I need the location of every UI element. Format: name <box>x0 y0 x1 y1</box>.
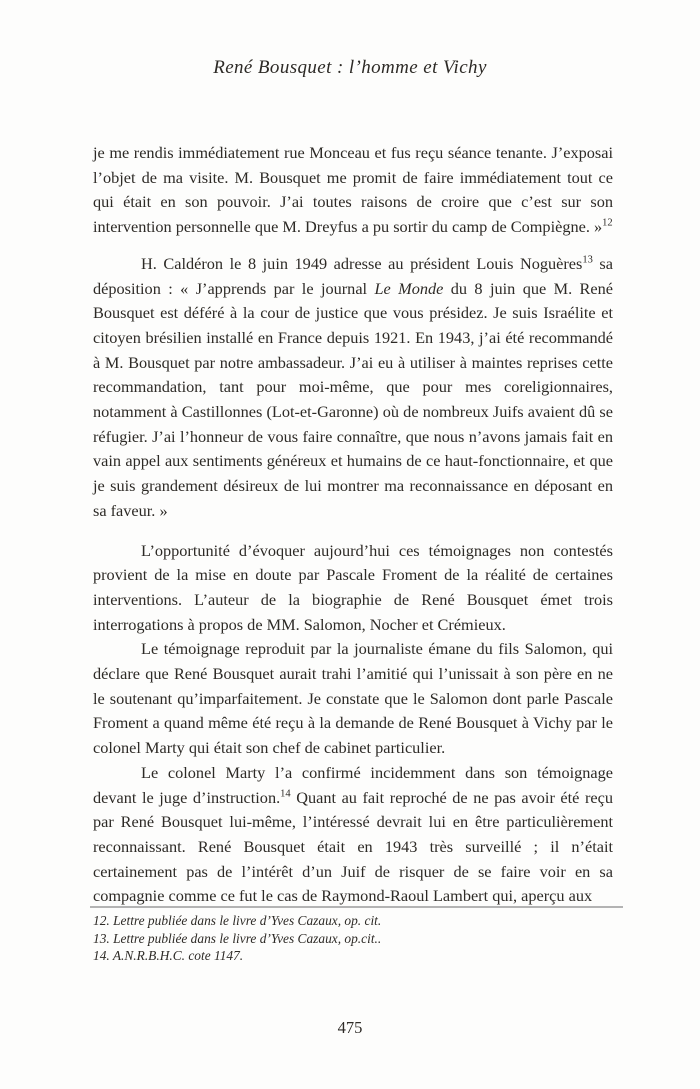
footnote-14: 14. A.N.R.B.H.C. cote 1147. <box>93 948 244 964</box>
page-number: 475 <box>337 1018 363 1037</box>
footnote-ref-12: 12 <box>602 217 613 229</box>
footnote-12: 12. Lettre publiée dans le livre d’Yves Cazaux, op. cit. <box>93 913 382 928</box>
paragraph-calderon-tail: du 8 juin que M. René Bousquet est déféré à la cour de justice que vous présidez. Je suis Israélite et citoyen brésilien installé en France depuis 1921. En 1943, j’ai été recommandé à M. Bousquet par notre ambassadeur. J’ai eu à utiliser à maintes reprises cette recommandation, tant pour moi-même, que pour mes coreligionnaires, notamment à Castillonnes (Lot-et-Garonne) où de nombreux Juifs avaient dû se réfugier. J’ai l’honneur de vous faire connaître, que nous n’avons jamais fait en vain appel aux sentiments généreux et humains de ce haut-fonctionnaire, et que je suis grandement désireux de lui montrer ma reconnaissance en déposant en sa faveur. » <box>93 278 613 520</box>
paragraph-continuation-text: je me rendis immédiatement rue Monceau et fus reçu séance tenante. J’exposai l’objet de ma visite. M. Bousquet me promit de faire immédiatement tout ce qui était en son pouvoir. J’ai toutes raisons de croire que c’est sur son intervention personnelle que M. Dreyfus a pu sortir du camp de Compiègne. » <box>93 143 613 237</box>
footnotes-block <box>93 912 618 965</box>
footnote-ref-13: 13 <box>582 254 593 266</box>
paragraph-colonel-marty-lead: Le colonel Marty l’a confirmé incidemment dans son témoignage devant le juge d’instruction. <box>93 762 613 807</box>
paragraph-continuation <box>93 141 613 240</box>
paragraph-temoignage-text: Le témoignage reproduit par la journaliste émane du fils Salomon, qui déclare que René Bousquet aurait trahi l’amitié qui l’unissait à son père en ne le soutenant qu’imparfaitement. Je constate que le Salomon dont parle Pascale Froment a quand même été reçu à la demande de René Bousquet à Vichy par le colonel Marty qui était son chef de cabinet particulier. <box>93 639 613 758</box>
body-text-block <box>93 141 613 909</box>
footnote-separator-rule <box>90 906 623 908</box>
paragraph-temoignage <box>93 637 613 761</box>
paragraph-calderon-mid: sa déposition : « J’apprends par le journal <box>93 253 613 298</box>
paragraph-opportunite-text: L’opportunité d’évoquer aujourd’hui ces témoignages non contestés provient de la mise en doute par Pascale Froment de la réalité de certaines interventions. L’auteur de la biographie de René Bousquet émet trois interrogations à propos de MM. Salomon, Nocher et Crémieux. <box>93 540 613 634</box>
paragraph-calderon <box>93 252 613 524</box>
paragraph-calderon-lead: H. Caldéron le 8 juin 1949 adresse au président Louis Noguères <box>141 253 583 273</box>
paragraph-colonel-marty <box>93 761 613 909</box>
running-title: René Bousquet : l’homme et Vichy <box>213 57 487 78</box>
paragraph-opportunite <box>93 539 613 638</box>
footnote-13: 13. Lettre publiée dans le livre d’Yves Cazaux, op.cit.. <box>93 930 382 946</box>
paragraph-colonel-marty-tail: Quant au fait reproché de ne pas avoir été reçu par René Bousquet lui-même, l’intéressé devrait lui en être particulièrement reconnaissant. René Bousquet était en 1943 très surveillé ; il n’était certainement pas de l’intérêt d’un Juif de risquer de se faire voir en sa compagnie comme ce fut le cas de Raymond-Raoul Lambert qui, aperçu aux <box>93 787 613 906</box>
journal-title-le-monde: Le Monde <box>374 278 444 298</box>
footnote-ref-14: 14 <box>280 788 291 800</box>
